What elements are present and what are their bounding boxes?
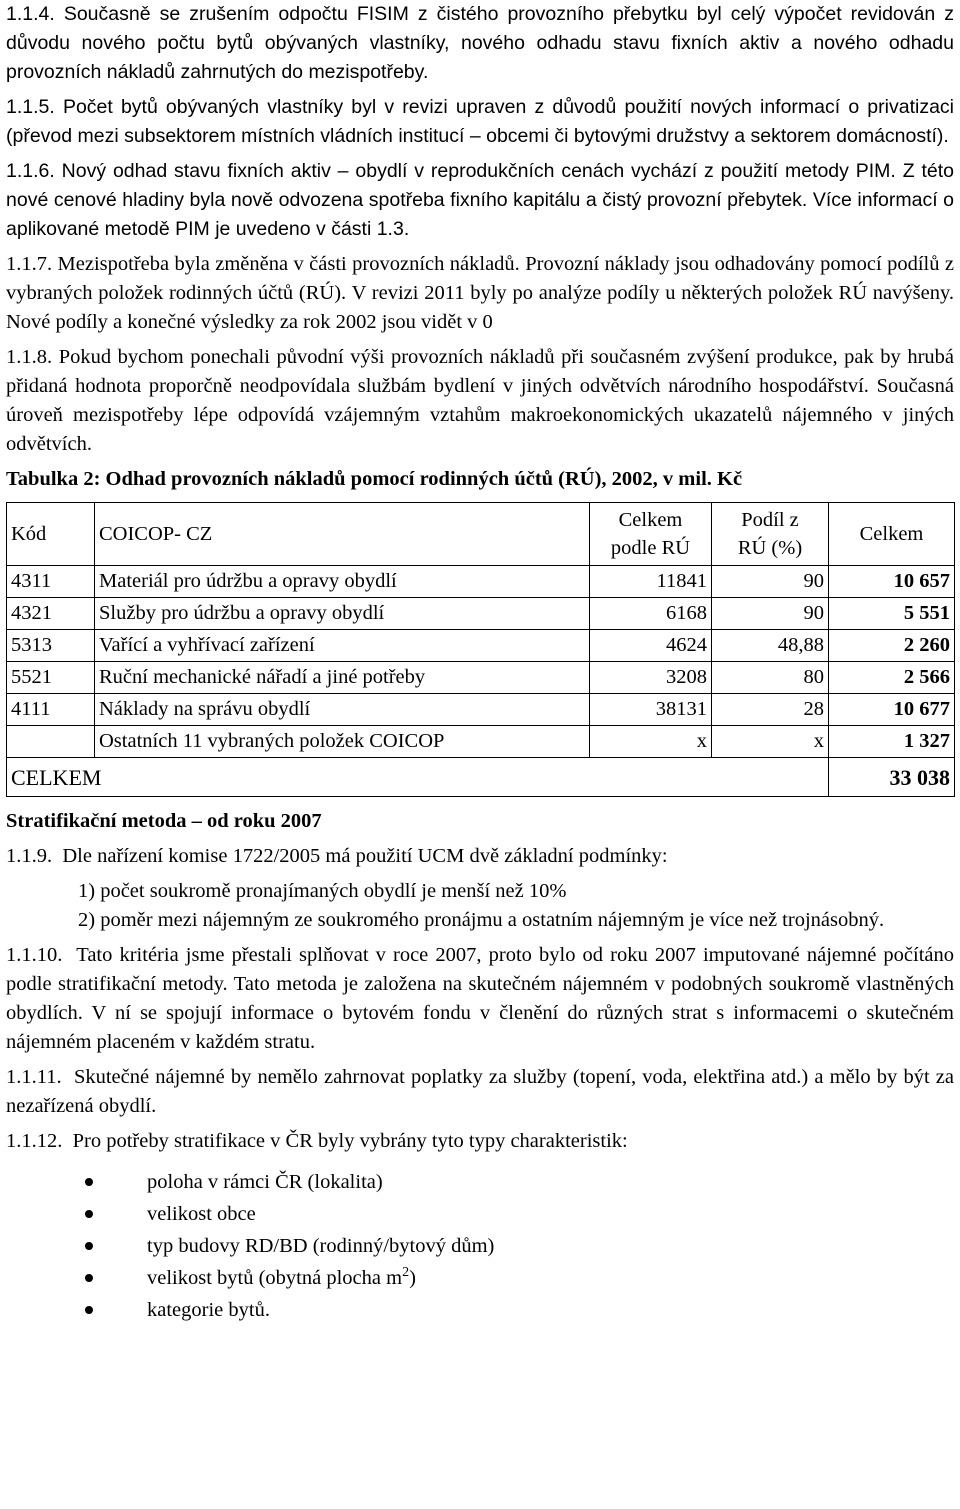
bullet-item: velikost bytů (obytná plocha $m^2$) (6, 1262, 954, 1294)
header-share: Podíl z RÚ (%) (712, 503, 829, 566)
cell-share: 90 (712, 598, 829, 630)
cell-code (7, 726, 95, 758)
cell-code: 4111 (7, 694, 95, 726)
paragraph-text: Pro potřeby stratifikace v ČR byly vybrány tyto typy charakteristik: (72, 1130, 628, 1152)
paragraph-text: Počet bytů obývaných vlastníky byl v revizi upraven z důvodů použití nových informací o privatizaci (převod mezi subsektorem místních vládních institucí – obcemi či bytovými družstvy a sektorem domácností). (6, 96, 954, 147)
cell-name: Služby pro údržbu a opravy obydlí (95, 598, 590, 630)
paragraph-1-1-4 (6, 0, 954, 87)
header-total: Celkem (829, 503, 955, 566)
header-code: Kód (7, 503, 95, 566)
paragraph-1-1-12 (6, 1127, 954, 1156)
paragraph-number: 1.1.10. (6, 944, 63, 966)
grand-total-value: 33 038 (829, 758, 955, 797)
paragraph-text: Skutečné nájemné by nemělo zahrnovat poplatky za služby (topení, voda, elektřina atd.) a mělo by být za nezařízená obydlí. (6, 1066, 954, 1117)
paragraph-number: 1.1.11. (6, 1066, 62, 1088)
grand-total-label: CELKEM (7, 758, 829, 797)
cell-share: 90 (712, 566, 829, 598)
cell-code: 4311 (7, 566, 95, 598)
cell-ru: x (590, 726, 712, 758)
document-page (6, 0, 954, 1326)
table-total-row (7, 758, 955, 797)
cell-total: 1 327 (829, 726, 955, 758)
paragraph-number: 1.1.9. (6, 845, 53, 867)
table-row (7, 630, 955, 662)
cell-name: Materiál pro údržbu a opravy obydlí (95, 566, 590, 598)
paragraph-number: 1.1.12. (6, 1130, 63, 1152)
cell-ru: 3208 (590, 662, 712, 694)
cell-name: Náklady na správu obydlí (95, 694, 590, 726)
paragraph-text: Mezispotřeba byla změněna v části provozních nákladů. Provozní náklady jsou odhadovány pomocí podílů z vybraných položek rodinných účtů (RÚ). V revizi 2011 byly po analýze podíly u některých položek RÚ navýšeny. Nové podíly a konečné výsledky za rok 2002 jsou vidět v 0 (6, 253, 954, 333)
paragraph-number: 1.1.5. (6, 96, 55, 118)
cell-ru: 6168 (590, 598, 712, 630)
cell-total: 10 677 (829, 694, 955, 726)
cell-share: 28 (712, 694, 829, 726)
cell-name: Ruční mechanické nářadí a jiné potřeby (95, 662, 590, 694)
cell-share: 80 (712, 662, 829, 694)
cost-table (6, 502, 955, 797)
paragraph-1-1-8 (6, 343, 954, 459)
table-header-row (7, 503, 955, 566)
cell-name: Vařící a vyhřívací zařízení (95, 630, 590, 662)
table-row (7, 598, 955, 630)
header-total-ru: Celkem podle RÚ (590, 503, 712, 566)
cell-total: 2 566 (829, 662, 955, 694)
paragraph-1-1-10 (6, 941, 954, 1057)
superscript: 2 (402, 1265, 410, 1281)
section-heading: Stratifikační metoda – od roku 2007 (6, 810, 322, 832)
paragraph-number: 1.1.8. (6, 346, 53, 368)
paragraph-text: Dle nařízení komise 1722/2005 má použití UCM dvě základní podmínky: (62, 845, 668, 867)
paragraph-text: Tato kritéria jsme přestali splňovat v roce 2007, proto bylo od roku 2007 imputované nájemné počítáno podle stratifikační metody. Tato metoda je založena na skutečném nájemném v podobných soukromě vlastněných obydlích. V ní se spojují informace o bytovém fondu v členění do různých strat s informacemi o skutečném nájemném placeném v každém stratu. (6, 944, 954, 1053)
cell-share: x (712, 726, 829, 758)
bullet-item: kategorie bytů. (6, 1294, 954, 1326)
paragraph-text: Současně se zrušením odpočtu FISIM z čistého provozního přebytku byl celý výpočet revidován z důvodu nového počtu bytů obývaných vlastníky, nového odhadu stavu fixních aktiv a nového odhadu provozních nákladů zahrnutých do mezispotřeby. (6, 3, 954, 83)
table-row (7, 566, 955, 598)
paragraph-number: 1.1.6. (6, 160, 55, 182)
list-item: 2) poměr mezi nájemným ze soukromého pronájmu a ostatním nájemným je více než trojnásobný. (78, 909, 885, 931)
paragraph-1-1-7 (6, 250, 954, 337)
bullet-item: poloha v rámci ČR (lokalita) (6, 1166, 954, 1198)
cell-total: 5 551 (829, 598, 955, 630)
paragraph-number: 1.1.4. (6, 3, 55, 25)
cell-total: 2 260 (829, 630, 955, 662)
cell-name: Ostatních 11 vybraných položek COICOP (95, 726, 590, 758)
cell-ru: 4624 (590, 630, 712, 662)
paragraph-1-1-6 (6, 157, 954, 244)
cell-share: 48,88 (712, 630, 829, 662)
cell-ru: 11841 (590, 566, 712, 598)
cell-code: 5313 (7, 630, 95, 662)
cell-code: 4321 (7, 598, 95, 630)
cell-ru: 38131 (590, 694, 712, 726)
paragraph-1-1-9 (6, 842, 954, 871)
cell-total: 10 657 (829, 566, 955, 598)
table-caption: Tabulka 2: Odhad provozních nákladů pomocí rodinných účtů (RÚ), 2002, v mil. Kč (6, 468, 743, 490)
paragraph-text: Pokud bychom ponechali původní výši provozních nákladů při současném zvýšení produkce, pak by hrubá přidaná hodnota proporčně neodpovídala službám bydlení v jiných odvětvích národního hospodářství. Současná úroveň mezispotřeby lépe odpovídá vzájemným vztahům makroekonomických ukazatelů nájemného v jiných odvětvích. (6, 346, 954, 455)
header-coicop: COICOP- CZ (95, 503, 590, 566)
paragraph-number: 1.1.7. (6, 253, 53, 275)
table-row (7, 662, 955, 694)
cell-code: 5521 (7, 662, 95, 694)
paragraph-text: Nový odhad stavu fixních aktiv – obydlí v reprodukčních cenách vychází z použití metody PIM. Z této nové cenové hladiny byla nově odvozena spotřeba fixního kapitálu a čistý provozní přebytek. Více informací o aplikované metodě PIM je uvedeno v části 1.3. (6, 160, 954, 240)
characteristics-list (6, 1166, 954, 1326)
conditions-list (6, 877, 954, 935)
table-row (7, 726, 955, 758)
list-item: 1) počet soukromě pronajímaných obydlí je menší než 10% (78, 880, 567, 902)
paragraph-1-1-5 (6, 93, 954, 151)
bullet-item: velikost obce (6, 1198, 954, 1230)
table-row (7, 694, 955, 726)
paragraph-1-1-11 (6, 1063, 954, 1121)
bullet-item: typ budovy RD/BD (rodinný/bytový dům) (6, 1230, 954, 1262)
